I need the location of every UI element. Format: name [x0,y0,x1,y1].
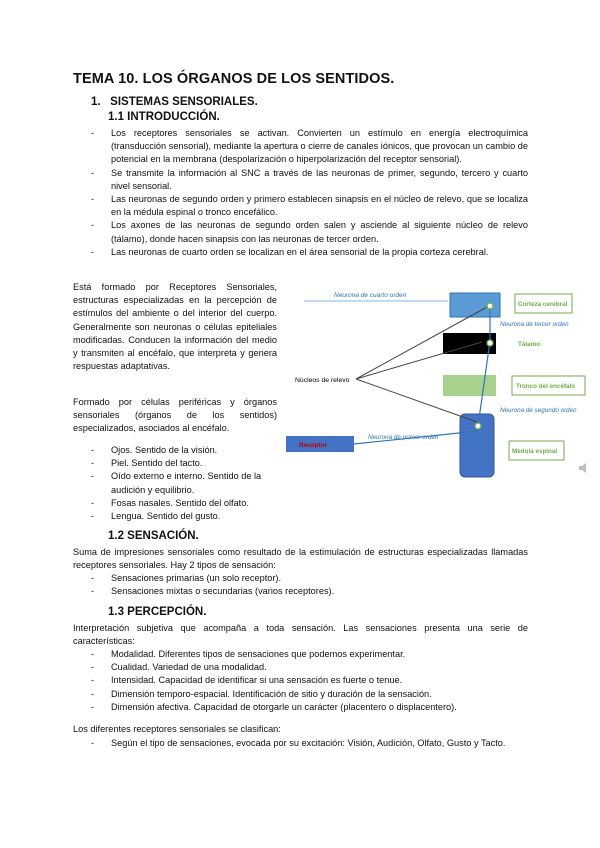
list-item: - Modalidad. Diferentes tipos de sensaciones que podemos experimentar. [91,648,528,661]
label-tronco: Tronco del encéfalo [516,383,576,390]
list-item: - Intensidad. Capacidad de identificar si una sensación es fuerte o tenue. [91,674,528,687]
celulas-paragraph: Formado por células periféricas y órganos sensoriales (órganos de los sentidos) especializados, asociados al encéfalo. [73,397,277,434]
list-item: - Dimensión temporo-espacial. Identificación de sitio y duración de la sensación. [91,688,528,701]
list-item: - Sensaciones mixtas o secundarias (varios receptores). [91,585,528,598]
list-item: - Sensaciones primarias (un solo receptor). [91,572,528,585]
label-talamo: Tálamo [518,341,541,348]
list-item: - Lengua. Sentido del gusto. [91,510,277,523]
list-item: - Piel. Sentido del tacto. [91,457,277,470]
senses-list [91,444,277,523]
list-item: - Oído externo e interno. Sentido de la audición y equilibrio. [91,470,277,496]
list-item: - Dimensión afectiva. Capacidad de otorgarle un carácter (placentero o displacentero). [91,701,528,714]
list-item: - Las neuronas de segundo orden y primero establecen sinapsis en el núcleo de relevo, que se localiza en la médula espinal o tronco encefálico. [91,193,528,219]
subheading-introduccion: 1.1 INTRODUCCIÓN. [108,111,220,123]
sensacion-list [91,572,528,598]
label-cuarto-orden: Neurona de cuarto orden [334,292,407,299]
sensacion-paragraph: Suma de impresiones sensoriales como resultado de la estimulación de estructuras especializadas llamadas receptores sensoriales. Hay 2 tipos de sensación: [73,547,528,571]
percepcion-list [91,648,528,714]
speaker-icon[interactable] [578,461,590,479]
page-title: TEMA 10. LOS ÓRGANOS DE LOS SENTIDOS. [73,71,395,87]
receptores-paragraph: Está formado por Receptores Sensoriales, estructuras especializadas en la percepción de estímulos del ambiente o del interior del cuerpo. Generalmente son neuronas o células epiteliales modificadas. Conducen la información del medio y transmiten al encéfalo, que interpreta y genera respuestas adaptativas. [73,282,277,372]
percepcion-paragraph: Interpretación subjetiva que acompaña a toda sensación. Las sensaciones presenta una serie de características: [73,623,528,647]
subheading-percepcion: 1.3 PERCEPCIÓN. [108,606,207,618]
label-nucleos: Núcleos de relevo [295,377,350,384]
label-primer-orden: Neurona de primer orden [368,434,439,441]
list-item: - Fosas nasales. Sentido del olfato. [91,497,277,510]
list-item: - Según el tipo de sensaciones, evocada por su excitación: Visión, Audición, Olfato, Gusto y Tacto. [91,737,528,750]
list-item: - Las neuronas de cuarto orden se localizan en el área sensorial de la propia corteza cerebral. [91,246,528,259]
label-medula: Medula espinal [512,448,558,455]
tronco-box [443,375,496,396]
label-receptor: Receptor [299,442,328,449]
clasifican-paragraph: Los diferentes receptores sensoriales se clasifican: [73,724,281,734]
list-item: - Los receptores sensoriales se activan. Convierten un estímulo en energía electroquímica (transducción sensorial), mediante la apertura o cierre de canales iónicos, que provocan un cambio de potencial en la membrana (despolarización o hiperpolarización del receptor sensorial). [91,127,528,167]
label-segundo-orden: Neurona de segundo orden [500,407,577,414]
label-corteza: Corteza cerebral [518,301,568,308]
subheading-sensacion: 1.2 SENSACIÓN. [108,530,199,542]
list-item: - Ojos. Sentido de la visión. [91,444,277,457]
label-tercer-orden: Neurona de tercer orden [500,321,569,328]
sensory-pathway-diagram [282,281,592,481]
list-item: - Se transmite la información al SNC a través de las neuronas de primer, segundo, tercero y cuarto nivel sensorial. [91,167,528,193]
list-item: - Cualidad. Variedad de una modalidad. [91,661,528,674]
intro-bullet-list [91,127,528,259]
list-item: - Los axones de las neuronas de segundo orden salen y asciende al siguiente núcleo de relevo (tálamo), donde hacen sinapsis con las neuronas de tercer orden. [91,219,528,245]
clasificacion-list [91,737,528,750]
section-heading-sistemas: 1. SISTEMAS SENSORIALES. [91,96,258,108]
